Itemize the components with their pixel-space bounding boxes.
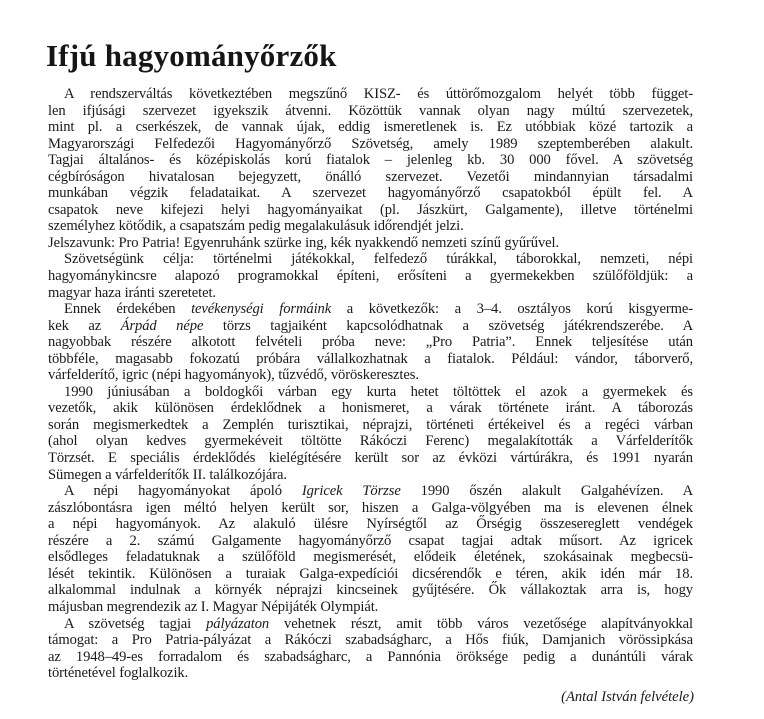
text-line: Szövetségünk célja: történelmi játékokkal, felfedező túrákkal, táborokkal, nemzeti, népi (64, 251, 693, 268)
text-run: kek az (48, 317, 121, 334)
text-line: csapatok neve kifejezi helyi hagyományaikat (pl. Jászkürt, Galgamente), illetve történelmi (48, 201, 693, 218)
article-title: Ifjú hagyományőrzők (46, 38, 337, 73)
text-run: vehetnek részt, amit több város vezetősége alapítványokkal (269, 615, 693, 632)
text-line: Sümegen a várfelderítők II. találkozójára. (48, 466, 287, 483)
emphasis-text: Igricek Törzse (301, 483, 401, 500)
text-line: lését tekintik. Különösen a turaiak Galga-expedíciói dicsérendők e téren, akik idén már 18. (48, 565, 693, 582)
text-run: a következők: a 3–4. osztályos korú kisgyerme- (331, 301, 694, 318)
text-line: 1990 júniusában a boldogkői várban egy kurta hetet töltöttek el azok a gyermekek és (64, 383, 693, 400)
text-line: Tagjai általános- és középiskolás korú fiatalok – jelenleg kb. 30 000 fővel. A szövetség (48, 152, 693, 169)
text-run: A népi hagyományokat ápoló (64, 483, 302, 500)
text-line: zászlóbontásra igen méltó helyen került sor, hiszen a Galga-völgyében ma is elevenen élnek (48, 499, 693, 516)
text-line: Törzsét. E speciális érdeklődés kielégítésére került sor az évközi vártúrákra, és 1991 nyarán (48, 450, 693, 467)
emphasis-text: pályázaton (206, 615, 270, 632)
emphasis-text: Árpád népe (120, 317, 204, 334)
text-run: Ennek érdekében (64, 301, 192, 318)
text-line: Magyarországi Felfedezői Hagyományőrző Szövetség, amely 1989 szeptemberében alakult. (48, 135, 693, 152)
text-line: többféle, magasabb fokozatú próbára vállalkozhatnak a fiatalok. Például: vándor, táborverő, (48, 350, 693, 367)
text-line: mint pl. a cserkészek, de vannak újak, eddig ismeretlenek is. Ez utóbbiak közé tartozik a (48, 119, 693, 136)
text-line (48, 318, 693, 335)
text-line: elsődleges feladatuknak a szülőföld megismerését, elődeik életének, szokásainak megbecsü- (48, 549, 693, 566)
text-line (48, 301, 693, 318)
text-line: támogat: a Pro Patria-pályázat a Rákóczi szabadságharc, a Hős fiúk, Damjanich vörössipkása (48, 632, 693, 649)
text-line: vezetők, akik különösen érdeklődnek a honismeret, a várak története iránt. A táborozás (48, 400, 693, 417)
text-line: történetével foglalkozik. (48, 665, 189, 682)
text-line (48, 616, 693, 633)
text-line: A rendszerváltás következtében megszűnő KISZ- és úttörőmozgalom helyét több függet- (64, 86, 693, 102)
text-line: hagyománykincsre alapozó programokkal építeni, erősíteni a gyermekekben szülőföldjük: a (48, 268, 693, 285)
text-line: (ahol olyan kedves gyermekéveit töltötte Rákóczi Ferenc) megalakították a Várfelderítők (48, 433, 693, 450)
text-line: az 1948–49-es forradalom és szabadságharc, a Pannónia öröksége pedig a dunántúli várak (48, 648, 693, 665)
emphasis-text: tevékenységi formáink (191, 301, 332, 318)
text-line: cégbíróságon hivatalosan bejegyzett, önálló szervezet. Vezetői mindannyian társadalmi (48, 168, 693, 185)
text-line: nagyobbak részére alkotott felvételi próba neve: „Pro Patria”. Ennek teljesítése után (48, 334, 693, 351)
photo-credit: (Antal István felvétele) (561, 689, 694, 705)
text-line: alkalommal indulnak a környék néprajzi kincseinek gyűjtésére. Ők vállakoztak arra is, hogy (48, 582, 693, 599)
text-line: a népi hagyományok. Az alakuló ülésre Nyírségtől az Őrségig összesereglett vendégek (48, 516, 693, 533)
text-line: len ifjúsági szervezet igyekszik átvenni. Közöttük vannak olyan nagy múltú szervezetek, (48, 102, 693, 119)
text-run: törzs tagjaiként kapcsolódhatnak a szövetség játékrendszerébe. A (203, 317, 694, 334)
text-line: személyhez kötődik, a csapatszám pedig megalakulásuk időrendjét jelzi. (48, 218, 464, 235)
text-line: munkában végzik feladataikat. A szervezet hagyományőrző csapatokból épült fel. A (48, 185, 693, 202)
text-run: 1990 őszén alakult Galgahévízen. A (400, 483, 694, 500)
text-line: magyar haza iránti szeretetet. (48, 284, 216, 301)
article-body (48, 86, 693, 682)
text-run: A szövetség tagjai (64, 615, 207, 632)
text-line (48, 483, 693, 500)
text-line: várfelderítő, igric (népi hagyományok), tűzvédő, vöröskeresztes. (48, 367, 419, 384)
text-line: májusban megrendezik az I. Magyar Népijáték Olympiát. (48, 598, 379, 615)
text-line: részére a 2. számú Galgamente hagyományőrző csapat tagjai adtak műsort. Az igricek (48, 532, 693, 549)
text-line: Jelszavunk: Pro Patria! Egyenruhánk szürke ing, kék nyakkendő nemzeti színű gyűrűvel. (48, 234, 560, 251)
text-line: során megismerkedtek a Zemplén turisztikai, néprajzi, történeti értékeivel és a regéci várban (48, 416, 693, 433)
